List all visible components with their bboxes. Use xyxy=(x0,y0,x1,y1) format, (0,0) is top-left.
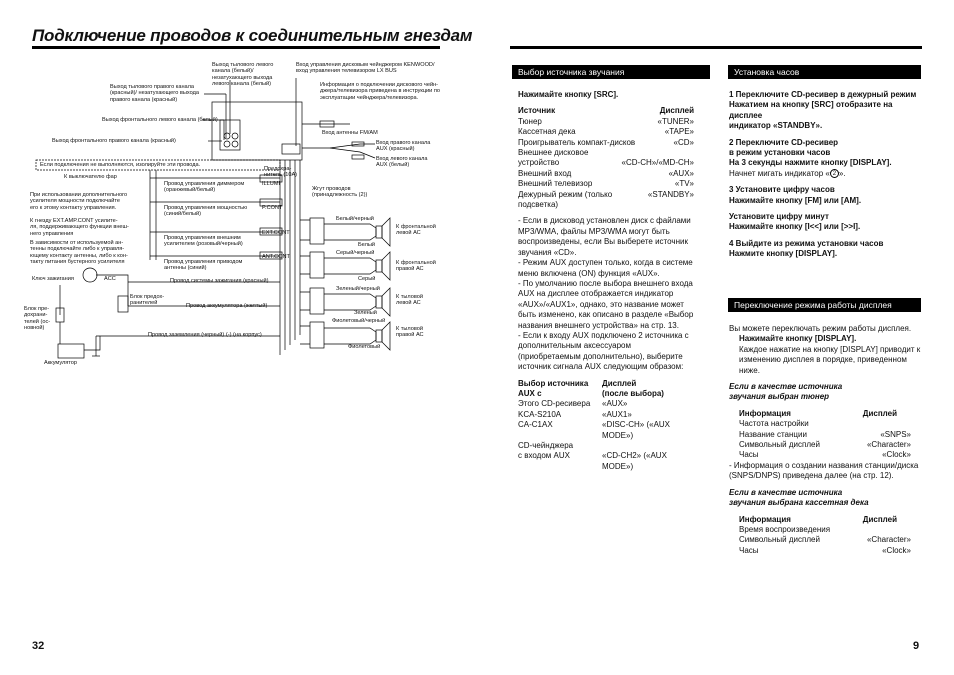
label-p-cont: P.CONT xyxy=(262,205,283,211)
right-rule xyxy=(510,46,922,49)
label-aux-right: Вход правого канала AUX (красный) xyxy=(376,140,431,153)
label-rear-right: Выход тылового правого канала (красный)/ незатухающего выхода правого канала (красный) xyxy=(110,84,199,103)
cell-value: «Character» xyxy=(866,535,911,545)
label-green-black: Зеленый/черный xyxy=(336,286,380,292)
label-front-left-out: Выход фронтального левого канала (белый) xyxy=(102,117,218,123)
table-row xyxy=(518,420,694,441)
label-block-main: Блок пре- дохрани- телей (ос- новной) xyxy=(24,306,51,332)
table-row xyxy=(518,179,694,189)
label-battery: Аккумулятор xyxy=(44,360,78,366)
label-harness: Жгут проводов (принадлежность (2)) xyxy=(312,186,368,199)
cell-value: «DISC-CH» («AUX MODE») xyxy=(602,420,671,440)
cell-label: Кассетная дека xyxy=(518,127,576,137)
label-insulate: Если подключения не выполняются, изолируйте эти провода. xyxy=(40,162,201,168)
cell-label: CA-C1AX xyxy=(518,420,553,430)
table-row xyxy=(729,430,921,440)
cell-label: устройство xyxy=(518,158,560,168)
clock-section-header: Установка часов xyxy=(728,65,921,79)
page-number-right: 9 xyxy=(913,640,920,652)
cell-label: с входом AUX xyxy=(518,451,570,461)
table-row xyxy=(729,450,921,460)
cell-label: Символьный дисплей xyxy=(739,535,820,545)
aux-table xyxy=(518,399,694,472)
table-row xyxy=(518,127,694,137)
table-row xyxy=(518,169,694,179)
cell-label: Проигрыватель компакт-дисков xyxy=(518,137,636,147)
cell-value: «AUX1» xyxy=(602,409,632,419)
label-illumi: ILLUMI xyxy=(262,181,281,187)
cell-value: «AUX» xyxy=(602,399,628,409)
table-row xyxy=(518,451,694,472)
label-gray-black: Серый/черный xyxy=(336,250,375,256)
clock-step-4: 4 Выйдите из режима установки часов Нажмите кнопку [DISPLAY]. xyxy=(729,238,884,259)
cell-value: «TUNER» xyxy=(657,116,694,126)
label-fm-am: Вход антенны FM/AM xyxy=(322,130,378,136)
cell-value: «Clock» xyxy=(882,450,911,460)
cell-label: Частота настройки xyxy=(739,419,809,429)
aux-table-header: Выбор источника AUX с Дисплей (после выбора) xyxy=(518,378,664,398)
cell-value: «CD» xyxy=(673,137,694,147)
label-extra-amp: При использовании дополнительного усилителя мощности подключайте его к этому контакту управления. xyxy=(30,192,128,211)
cell-label: Внешний телевизор xyxy=(518,179,593,189)
display-press-desc: Каждое нажатие на кнопку [DISPLAY] приводит к изменению дисплея в порядке, приведенном ниже. xyxy=(739,344,921,375)
source-section-header: Выбор источника звучания xyxy=(512,65,710,79)
table-row xyxy=(518,399,694,409)
label-fuse: Предохра- нитель (10A) xyxy=(264,166,298,179)
table-row xyxy=(729,440,921,450)
label-fuse-block: Блок предох- ранителей xyxy=(130,294,165,307)
table-row xyxy=(729,546,921,556)
label-dimmer: Провод управления диммером (оранжевый/белый) xyxy=(164,181,245,194)
cell-label: Символьный дисплей xyxy=(739,440,820,450)
label-changer-info: Информация о подключении дискового чейн- джера/телевизора приведена в инструкции по эксплуатации чейнджера/телевизора. xyxy=(320,82,441,101)
cell-label: KCA-S210A xyxy=(518,409,562,419)
source-notes: - Если в дисковод установлен диск с файлами MP3/WMA, файлы MP3/WMA могут быть воспроизведены, если Вы выберете источник звучания «CD». - Режим AUX доступен только, когда в системе меню включена (ON) функция «AUX». - По умолчанию после выбора внешнего входа AUX на дисплее отображается индикатор «AUX»/«AUX1», однако, это название может быть изменено, как описано в разделе «Выбор названия внешнего устройства» на стр. 13. - Если к входу AUX подключено 2 источника с дополнительным аксессуаром (приобретаемым дополнительно), выберите источник сигнала AUX следующим образом: xyxy=(518,216,694,372)
tuner-table-header: Информация Дисплей xyxy=(739,408,897,418)
label-ground-wire: Провод заземления (черный) (-) (на корпус) xyxy=(148,332,262,338)
cell-label: CD-чейнджера xyxy=(518,441,574,450)
cell-label: Часы xyxy=(739,450,759,460)
label-depending: В зависимости от используемой ан- тенны подключайте либо к управля- ющему контакту антенны, либо к кон- такту питания бустерного усилителя xyxy=(30,240,128,266)
source-section xyxy=(518,90,694,472)
tuner-table xyxy=(729,419,921,461)
label-violet-black: Фиолетовый/черный xyxy=(332,318,386,324)
page-number-left: 32 xyxy=(32,640,45,652)
table-row xyxy=(729,419,921,429)
table-row xyxy=(518,410,694,420)
tape-table-header: Информация Дисплей xyxy=(739,514,897,524)
label-front-right-spk: К фронтальной правой АС xyxy=(396,260,436,273)
label-headlight: К выключателю фар xyxy=(64,174,117,180)
cell-value: «CD-CH2» («AUX MODE») xyxy=(602,451,667,471)
label-white-black: Белый/черный xyxy=(336,216,374,222)
label-ext-amp-cont: К гнезду EXT.AMP.CONT усилите- ля, поддерживающего функции внеш- него управления xyxy=(30,218,129,237)
clock-section xyxy=(729,90,921,260)
table-row xyxy=(518,190,694,211)
source-table xyxy=(518,117,694,211)
tape-table xyxy=(729,525,921,556)
cell-label: Время воспроизведения xyxy=(739,524,831,534)
table-row xyxy=(518,158,694,168)
clock-blink-icon: 2 xyxy=(830,169,839,178)
label-white: Белый xyxy=(358,242,376,248)
tuner-note: - Информация о создании названия станции/диска (SNPS/DNPS) приведена далее (на стр. 12). xyxy=(729,460,919,481)
label-green: Зеленый xyxy=(354,310,377,316)
label-ant-cont: ANT.CONT xyxy=(262,254,290,260)
label-ignition-wire: Провод системы зажигания (красный) xyxy=(170,278,269,284)
display-section xyxy=(729,324,921,556)
table-row xyxy=(729,535,921,545)
label-acc: ACC xyxy=(104,276,116,282)
cell-value: «AUX» xyxy=(668,168,694,178)
source-table-header: Источник Дисплей xyxy=(518,106,694,116)
table-row xyxy=(518,138,694,148)
cell-value: «SNPS» xyxy=(880,429,911,439)
label-front-left-spk: К фронтальной левой АС xyxy=(396,224,436,237)
tuner-title: Если в качестве источника звучания выбран тюнер xyxy=(729,382,843,402)
label-ignition-key: Ключ зажигания xyxy=(32,276,74,282)
display-intro: Вы можете переключать режим работы дисплея. xyxy=(729,324,912,333)
label-power-ctrl: Провод управления мощностью (синий/белый) xyxy=(164,205,248,218)
cell-value: «TV» xyxy=(674,179,694,189)
clock-step-3b: Установите цифру минут Нажимайте кнопку [I<<] или [>>I]. xyxy=(729,212,861,232)
label-rear-left-spk: К тыловой левой АС xyxy=(396,294,423,307)
title-rule xyxy=(32,46,440,49)
table-row xyxy=(729,525,921,535)
label-antenna-ctrl: Провод управления приводом антенны (синий) xyxy=(164,259,243,272)
label-battery-wire: Провод аккумулятора (желтый) xyxy=(186,303,268,309)
display-section-header: Переключение режима работы дисплея xyxy=(728,298,921,312)
cell-value: «STANDBY» xyxy=(647,189,694,199)
table-row xyxy=(518,148,694,158)
cell-label: Часы xyxy=(739,545,759,555)
label-rear-right-spk: К тыловой правой АС xyxy=(396,326,424,339)
table-row xyxy=(518,441,694,451)
page-title: Подключение проводов к соединительным гнездам xyxy=(32,26,473,45)
clock-step-3: 3 Установите цифру часов Нажимайте кнопку [FM] или [AM]. xyxy=(729,185,862,205)
cell-label: Название станции xyxy=(739,429,807,439)
cell-label: Дежурный режим (только подсветка) xyxy=(518,189,613,210)
cell-value: «CD-CH»/«MD-CH» xyxy=(621,158,694,168)
label-front-right-out: Выход фронтального правого канала (красный) xyxy=(52,138,176,144)
label-aux-left: Вход левого канала AUX (белый) xyxy=(376,156,428,169)
clock-step-1: 1 Переключите CD-ресивер в дежурный режим Нажатием на кнопку [SRC] отобразите на дисплее индикатор «STANDBY». xyxy=(729,90,917,131)
label-violet: Фиолетовый xyxy=(348,344,381,350)
cell-label: Тюнер xyxy=(518,116,542,126)
cell-label: Этого CD-ресивера xyxy=(518,399,591,409)
label-ext-cont: EXT.CONT xyxy=(262,230,290,236)
cell-value: «TAPE» xyxy=(664,127,694,137)
label-rear-left: Выход тылового левого канала (белый)/ незатухающего выхода левого канала (белый) xyxy=(212,62,274,88)
clock-step-2-note: Начнет мигать индикатор « 2 ». xyxy=(729,168,846,178)
cell-label: Внешнее дисковое xyxy=(518,148,589,158)
cell-value: «Character» xyxy=(866,440,911,450)
label-gray: Серый xyxy=(358,276,376,282)
label-ext-ctrl: Провод управления внешним усилителем (розовый/черный) xyxy=(164,235,243,248)
table-row xyxy=(518,117,694,127)
clock-step-2: 2 Переключите CD-ресивер в режим установки часов На 3 секунды нажмите кнопку [DISPLAY]. xyxy=(729,137,892,168)
wiring-diagram xyxy=(24,60,450,380)
display-press: Нажимайте кнопку [DISPLAY]. xyxy=(739,334,857,344)
cell-label: Внешний вход xyxy=(518,168,572,178)
cell-value: «Clock» xyxy=(882,545,911,555)
label-changer-input: Вход управления дисковым чейнджером KENWOOD/ вход управления телевизором LX BUS xyxy=(296,62,435,75)
source-press-instruction: Нажимайте кнопку [SRC]. xyxy=(518,90,619,99)
tape-title: Если в качестве источника звучания выбрана кассетная дека xyxy=(729,487,869,508)
